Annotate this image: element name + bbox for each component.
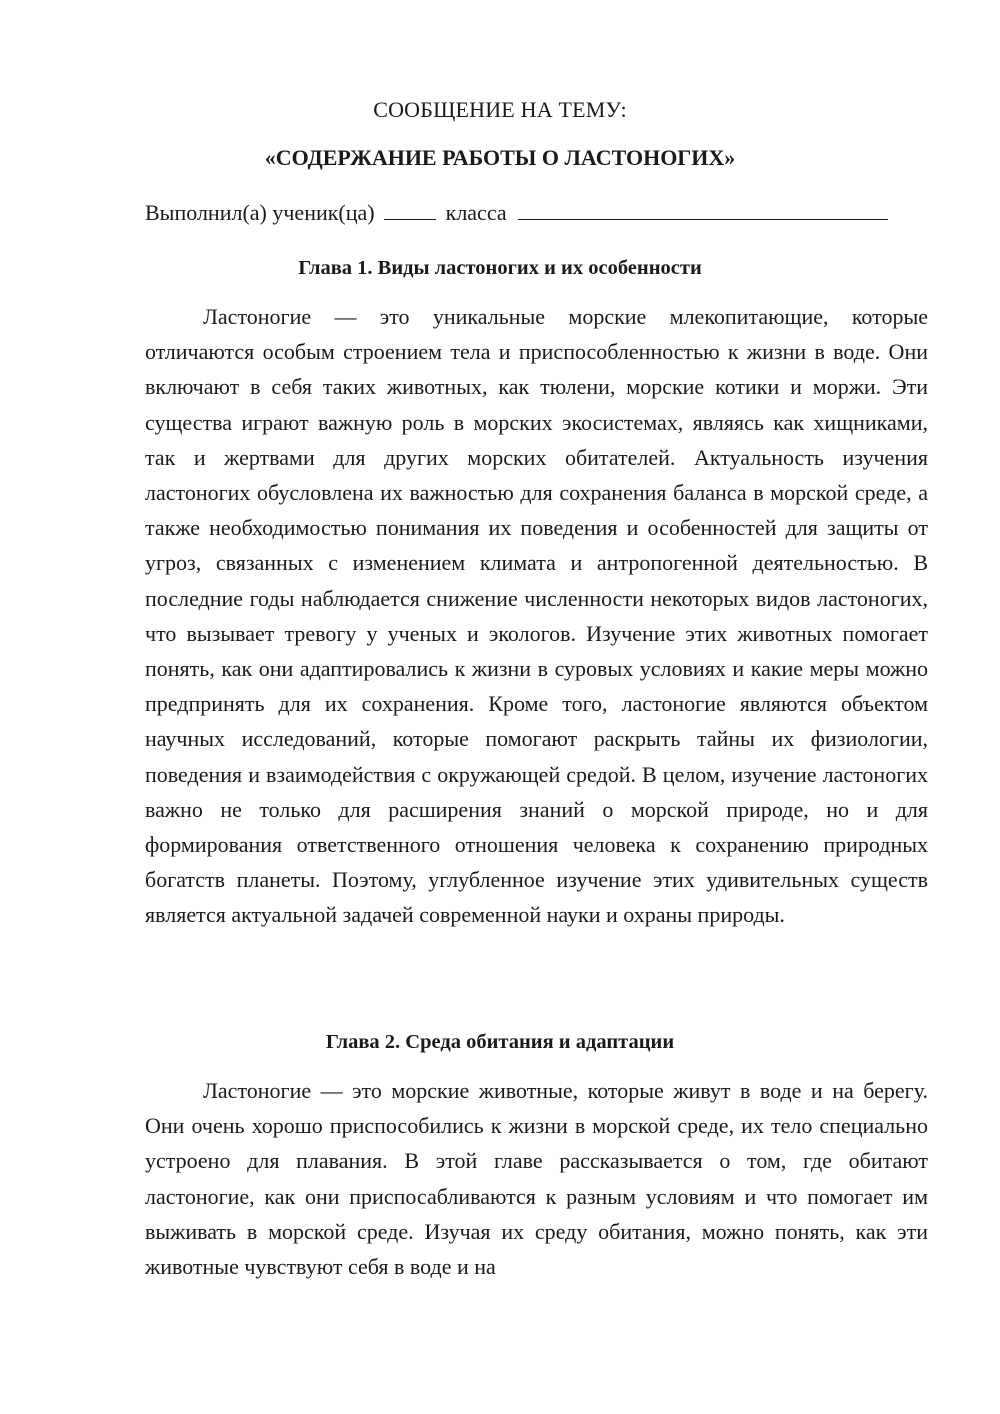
document-title-line2: «СОДЕРЖАНИЕ РАБОТЫ О ЛАСТОНОГИХ» xyxy=(264,145,736,170)
chapter2-paragraph: Ластоногие — это морские животные, которые живут в воде и на берегу. Они очень хорошо приспособились к жизни в морской среде, их тело специально устроено для плавания. В этой главе рассказывается о том, где обитают ластоногие, как они приспосабливаются к разным условиям и что помогает им выживать в морской среде. Изучая их среду обитания, можно понять, как эти животные чувствуют себя в воде и на xyxy=(145,1078,928,1280)
document-title-line1: СООБЩЕНИЕ НА ТЕМУ: xyxy=(373,97,627,122)
chapter1-paragraph: Ластоногие — это уникальные морские млекопитающие, которые отличаются особым строением тела и приспособленностью к жизни в воде. Они включают в себя таких животных, как тюлени, морские котики и моржи. Эти существа играют важную роль в морских экосистемах, являясь как хищниками, так и жертвами для других морских обитателей. Актуальность изучения ластоногих обусловлена их важностью для сохранения баланса в морской среде, а также необходимостью понимания их поведения и особенностей для защиты от угроз, связанных с изменением климата и антропогенной деятельностью. В последние годы наблюдается снижение численности некоторых видов ластоногих, что вызывает тревогу у ученых и экологов. Изучение этих животных помогает понять, как они адаптировались к жизни в суровых условиях и какие меры можно предпринять для их сохранения. Кроме того, ластоногие являются объектом научных исследований, которые помогают раскрыть тайны их физиологии, поведения и взаимодействия с окружающей средой. В целом, изучение ластоногих важно не только для расширения знаний о морской природе, но и для формирования ответственного отношения человека к сохранению природных богатств планеты. Поэтому, углубленное изучение этих удивительных существ является актуальной задачей современной науки и охраны природы. xyxy=(145,304,928,928)
author-prefix: Выполнил(а) ученик(ца) xyxy=(145,200,375,225)
chapter2-heading: Глава 2. Среда обитания и адаптации xyxy=(325,1031,675,1053)
author-line xyxy=(145,197,935,229)
chapter1-heading: Глава 1. Виды ластоногих и их особенности xyxy=(298,257,702,279)
class-number-blank xyxy=(384,197,436,220)
author-name-blank xyxy=(518,197,888,220)
author-class-word: класса xyxy=(445,200,507,225)
